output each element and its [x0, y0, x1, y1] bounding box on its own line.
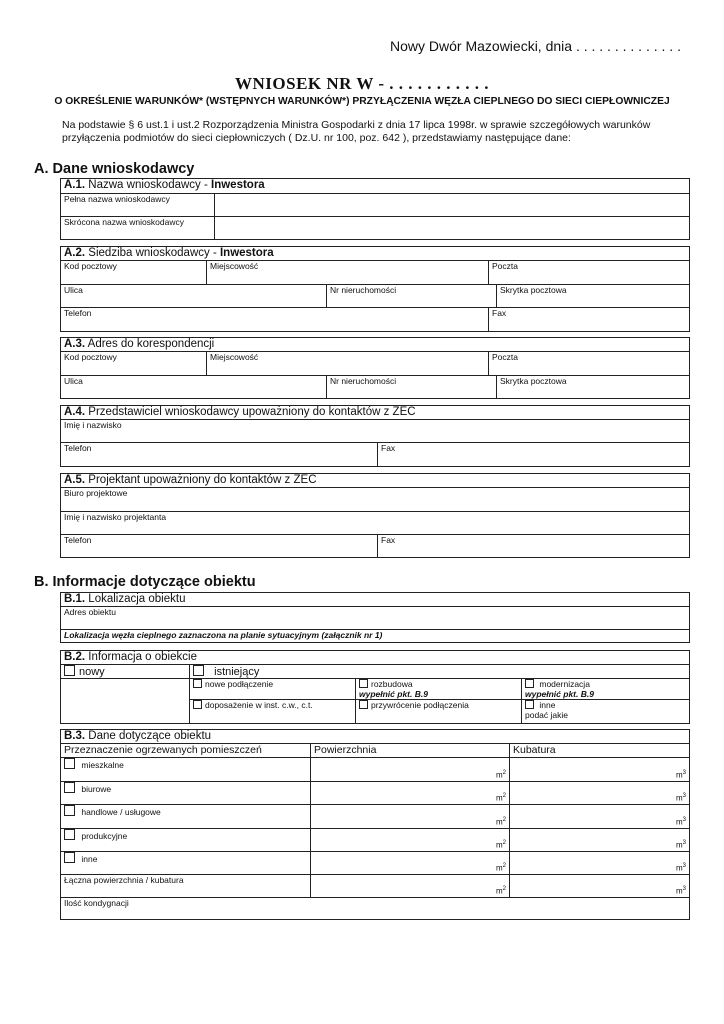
b1-header: B.1. Lokalizacja obiektu — [61, 593, 690, 607]
b2-table — [60, 650, 690, 724]
a5-fax-field[interactable]: Fax — [378, 535, 690, 558]
b3-row-biurowe[interactable]: biurowe — [61, 782, 311, 805]
a1-full-name-field[interactable] — [215, 194, 690, 217]
b3-row-produkcyjne[interactable]: produkcyjne — [61, 829, 311, 852]
unit-m2: $m^2$ — [495, 840, 506, 850]
date-line: Nowy Dwór Mazowiecki, dnia . . . . . . . . . . . . . . — [390, 38, 681, 54]
b2-new-connection-option[interactable]: nowe podłączenie — [190, 679, 356, 700]
a3-header: A.3. Adres do korespondencji — [61, 338, 690, 352]
a4-phone-field[interactable]: Telefon — [61, 443, 378, 467]
b3-row — [61, 782, 690, 805]
b1-address-field[interactable]: Adres obiektu — [61, 607, 690, 630]
unit-m2: $m^2$ — [495, 817, 506, 827]
a1-short-name-field[interactable] — [215, 217, 690, 240]
a5-header: A.5. Projektant upoważniony do kontaktów z ZEC — [61, 474, 690, 488]
b3-total-label: Łączna powierzchnia / kubatura — [61, 875, 311, 898]
b3-header: B.3. Dane dotyczące obiektu — [61, 730, 690, 744]
b3-area-field[interactable] — [311, 805, 510, 829]
a2-table — [60, 246, 690, 332]
b2-header: B.2. Informacja o obiekcie — [61, 651, 690, 665]
a2-fax-field[interactable]: Fax — [489, 308, 690, 332]
b3-area-field[interactable] — [311, 782, 510, 805]
b3-area-field[interactable] — [311, 852, 510, 875]
a4-fax-field[interactable]: Fax — [378, 443, 690, 467]
checkbox-other[interactable] — [525, 700, 534, 709]
b3-row — [61, 758, 690, 782]
b3-col-purpose: Przeznaczenie ogrzewanych pomieszczeń — [61, 744, 311, 758]
a1-header: A.1. Nazwa wnioskodawcy - Inwestora — [61, 179, 690, 194]
b2-extension-option[interactable]: rozbudowa wypełnić pkt. B.9 — [356, 679, 522, 700]
a3-table — [60, 337, 690, 399]
b2-empty-cell — [61, 679, 190, 724]
b3-volume-field[interactable] — [510, 782, 690, 805]
b2-other-option[interactable]: inne podać jakie — [522, 700, 690, 724]
b1-table — [60, 592, 690, 643]
checkbox-extension[interactable] — [359, 679, 368, 688]
a2-city-field[interactable]: Miejscowość — [207, 261, 489, 285]
b3-floors-field[interactable]: Ilość kondygnacji — [61, 898, 690, 920]
checkbox-existing[interactable] — [193, 665, 204, 676]
section-a-title: A. Dane wnioskodawcy — [34, 161, 195, 177]
b3-row-mieszkalne[interactable]: mieszkalne — [61, 758, 311, 782]
b3-volume-field[interactable] — [510, 758, 690, 782]
unit-m3: $m^3$ — [675, 863, 686, 873]
b3-total-row — [61, 875, 690, 898]
b3-area-field[interactable] — [311, 829, 510, 852]
checkbox-additional-equipment[interactable] — [193, 700, 202, 709]
b2-modernization-option[interactable]: modernizacja wypełnić pkt. B.9 — [522, 679, 690, 700]
a5-phone-field[interactable]: Telefon — [61, 535, 378, 558]
checkbox-new[interactable] — [64, 665, 75, 676]
b2-restore-option[interactable]: przywrócenie podłączenia — [356, 700, 522, 724]
b2-additional-equipment-option[interactable]: doposażenie w inst. c.w., c.t. — [190, 700, 356, 724]
a2-post-field[interactable]: Poczta — [489, 261, 690, 285]
a3-postal-field[interactable]: Kod pocztowy — [61, 352, 207, 376]
unit-m2: $m^2$ — [495, 793, 506, 803]
a3-pobox-field[interactable]: Skrytka pocztowa — [497, 376, 690, 399]
b1-location-note: Lokalizacja węzła cieplnego zaznaczona na planie sytuacyjnym (załącznik nr 1) — [61, 630, 690, 643]
a3-post-field[interactable]: Poczta — [489, 352, 690, 376]
b2-existing-option[interactable]: istniejący — [190, 665, 690, 679]
b2-new-option[interactable]: nowy — [61, 665, 190, 679]
a1-table — [60, 178, 690, 240]
checkbox-new-connection[interactable] — [193, 679, 202, 688]
unit-m3: $m^3$ — [675, 793, 686, 803]
checkbox-production[interactable] — [64, 829, 75, 840]
a2-postal-field[interactable]: Kod pocztowy — [61, 261, 207, 285]
checkbox-restore[interactable] — [359, 700, 368, 709]
b3-table — [60, 729, 690, 920]
b3-volume-field[interactable] — [510, 805, 690, 829]
b3-row — [61, 852, 690, 875]
checkbox-modernization[interactable] — [525, 679, 534, 688]
b3-col-area: Powierzchnia — [311, 744, 510, 758]
a5-office-field[interactable]: Biuro projektowe — [61, 488, 690, 512]
a2-header: A.2. Siedziba wnioskodawcy - Inwestora — [61, 247, 690, 261]
a4-header: A.4. Przedstawiciel wnioskodawcy upoważniony do kontaktów z ZEC — [61, 406, 690, 420]
checkbox-commercial[interactable] — [64, 805, 75, 816]
a3-property-field[interactable]: Nr nieruchomości — [327, 376, 497, 399]
unit-m2: $m^2$ — [495, 886, 506, 896]
a4-name-field[interactable]: Imię i nazwisko — [61, 420, 690, 443]
intro-text: Na podstawie § 6 ust.1 i ust.2 Rozporządzenia Ministra Gospodarki z dnia 17 lipca 1998r. w sprawie szczegółowych warunków przyłączenia podmiotów do sieci ciepłowniczych ( Dz.U. nr 100, poz. 642 ), przedstawiamy następujące dane: — [62, 119, 651, 144]
form-title: WNIOSEK NR W - . . . . . . . . . . . — [235, 74, 489, 93]
a1-short-name-label: Skrócona nazwa wnioskodawcy — [61, 217, 215, 240]
unit-m2: $m^2$ — [495, 770, 506, 780]
checkbox-other-purpose[interactable] — [64, 852, 75, 863]
b3-row — [61, 829, 690, 852]
a2-phone-field[interactable]: Telefon — [61, 308, 489, 332]
a2-street-field[interactable]: Ulica — [61, 285, 327, 308]
unit-m2: $m^2$ — [495, 863, 506, 873]
b3-total-volume-field[interactable] — [510, 875, 690, 898]
checkbox-residential[interactable] — [64, 758, 75, 769]
b3-row — [61, 805, 690, 829]
a1-full-name-label: Pełna nazwa wnioskodawcy — [61, 194, 215, 217]
b3-volume-field[interactable] — [510, 852, 690, 875]
a3-street-field[interactable]: Ulica — [61, 376, 327, 399]
b3-total-area-field[interactable] — [311, 875, 510, 898]
b3-volume-field[interactable] — [510, 829, 690, 852]
b3-row-inne[interactable]: inne — [61, 852, 311, 875]
section-b-title: B. Informacje dotyczące obiektu — [34, 574, 256, 590]
form-subtitle: O OKREŚLENIE WARUNKÓW* (WSTĘPNYCH WARUNKÓW*) PRZYŁĄCZENIA WĘZŁA CIEPLNEGO DO SIECI CIEPŁOWNICZEJ — [54, 96, 670, 107]
a2-property-field[interactable]: Nr nieruchomości — [327, 285, 497, 308]
unit-m3: $m^3$ — [675, 840, 686, 850]
b3-col-volume: Kubatura — [510, 744, 690, 758]
b3-area-field[interactable] — [311, 758, 510, 782]
b3-row-handlowe[interactable]: handlowe / usługowe — [61, 805, 311, 829]
a2-pobox-field[interactable]: Skrytka pocztowa — [497, 285, 690, 308]
unit-m3: $m^3$ — [675, 770, 686, 780]
a3-city-field[interactable]: Miejscowość — [207, 352, 489, 376]
checkbox-office[interactable] — [64, 782, 75, 793]
unit-m3: $m^3$ — [675, 886, 686, 896]
unit-m3: $m^3$ — [675, 817, 686, 827]
a5-designer-field[interactable]: Imię i nazwisko projektanta — [61, 512, 690, 535]
a5-table — [60, 473, 690, 558]
a4-table — [60, 405, 690, 467]
